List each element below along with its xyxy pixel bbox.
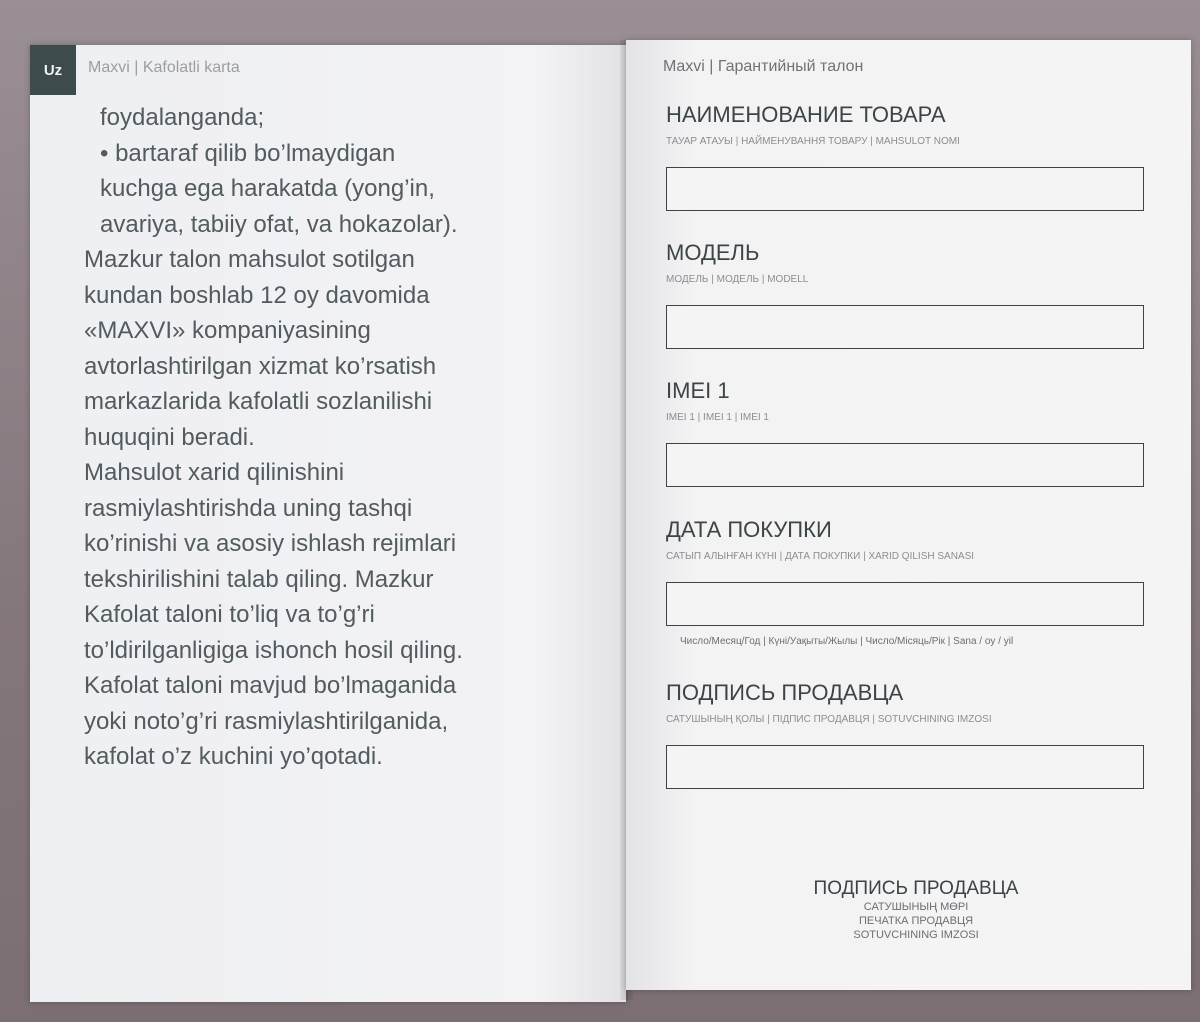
right-page-header: Maxvi | Гарантийный талон xyxy=(663,58,864,75)
stamp-title: ПОДПИСЬ ПРОДАВЦА xyxy=(813,878,1019,899)
text-line: ko’rinishi va asosiy ishlash rejimlari xyxy=(84,530,457,557)
text-line: avtorlashtirilgan xizmat ko’rsatish xyxy=(84,352,437,380)
text-line: kundan boshlab 12 oy davomida xyxy=(84,281,430,309)
stamp-line-3: SOTUVCHINING IMZOSI xyxy=(853,929,979,941)
purchase-date-format-note: Число/Месяц/Год | Күні/Уақыты/Жылы | Число/Місяць/Рік | Sana / oy / yil xyxy=(680,636,1014,647)
text-line: • bartaraf qilib bo’lmaydigan xyxy=(100,139,396,167)
text-line: huquqini beradi. xyxy=(84,423,255,451)
text-line: yoki noto’g’ri rasmiylashtirilganida, xyxy=(84,707,449,735)
imei-input[interactable] xyxy=(666,443,1144,487)
stamp-line-1: САТУШЫНЫҢ МӨРІ xyxy=(863,901,969,913)
text-line: «MAXVI» kompaniyasining xyxy=(84,317,371,344)
text-line: tekshirilishini talab qiling. Mazkur xyxy=(84,565,434,593)
purchase-date-field xyxy=(666,517,1146,647)
text-line: foydalanganda; xyxy=(100,104,265,131)
product-name-subtitle: ТАУАР АТАУЫ | НАЙМЕНУВАННЯ ТОВАРУ | MAHSULOT NOMI xyxy=(666,136,960,147)
product-name-input[interactable] xyxy=(666,167,1144,211)
model-input[interactable] xyxy=(666,305,1144,349)
text-line: kafolat o’z kuchini yo’qotadi. xyxy=(84,743,383,770)
product-name-title: НАИМЕНОВАНИЕ ТОВАРА xyxy=(666,102,946,127)
model-field xyxy=(666,240,1146,349)
purchase-date-subtitle: САТЫП АЛЫНҒАН КҮНІ | ДАТА ПОКУПКИ | XARID QILISH SANASI xyxy=(666,551,975,562)
seller-signature-title: ПОДПИСЬ ПРОДАВЦА xyxy=(666,680,904,705)
language-tab: Uz xyxy=(30,45,76,95)
imei-subtitle: IMEI 1 | IMEI 1 | IMEI 1 xyxy=(666,412,769,423)
seller-signature-input[interactable] xyxy=(666,745,1144,789)
imei-field xyxy=(666,378,1146,487)
right-page xyxy=(626,40,1191,990)
model-subtitle: МОДЕЛЬ | МОДЕЛЬ | MODELL xyxy=(666,274,809,285)
text-line: Mahsulot xarid qilinishini xyxy=(84,459,345,486)
text-line: rasmiylashtirishda uning tashqi xyxy=(84,494,413,522)
text-line: kuchga ega harakatda (yong’in, xyxy=(100,175,435,202)
imei-title: IMEI 1 xyxy=(666,378,730,403)
warranty-terms-text xyxy=(84,100,604,775)
text-line: Mazkur talon mahsulot sotilgan xyxy=(84,246,415,273)
seller-stamp-area xyxy=(786,878,1046,942)
left-page xyxy=(30,45,626,1002)
stamp-line-2: ПЕЧАТКА ПРОДАВЦЯ xyxy=(858,915,974,927)
seller-signature-subtitle: САТУШЫНЫҢ ҚОЛЫ | ПІДПИС ПРОДАВЦЯ | SOTUVCHINING IMZOSI xyxy=(666,714,992,725)
text-line: Kafolat taloni to’liq va to’g’ri xyxy=(84,601,375,628)
text-line: markazlarida kafolatli sozlanilishi xyxy=(84,388,433,415)
purchase-date-title: ДАТА ПОКУПКИ xyxy=(666,517,832,542)
text-line: avariya, tabiiy ofat, va hokazolar). xyxy=(100,210,458,238)
purchase-date-input[interactable] xyxy=(666,582,1144,626)
text-line: Kafolat taloni mavjud bo’lmaganida xyxy=(84,672,457,699)
model-title: МОДЕЛЬ xyxy=(666,240,760,265)
product-name-field xyxy=(666,102,1146,211)
seller-signature-field xyxy=(666,680,1146,789)
text-line: to’ldirilganligiga ishonch hosil qiling. xyxy=(84,636,463,664)
left-page-header: Maxvi | Kafolatli karta xyxy=(88,59,240,76)
